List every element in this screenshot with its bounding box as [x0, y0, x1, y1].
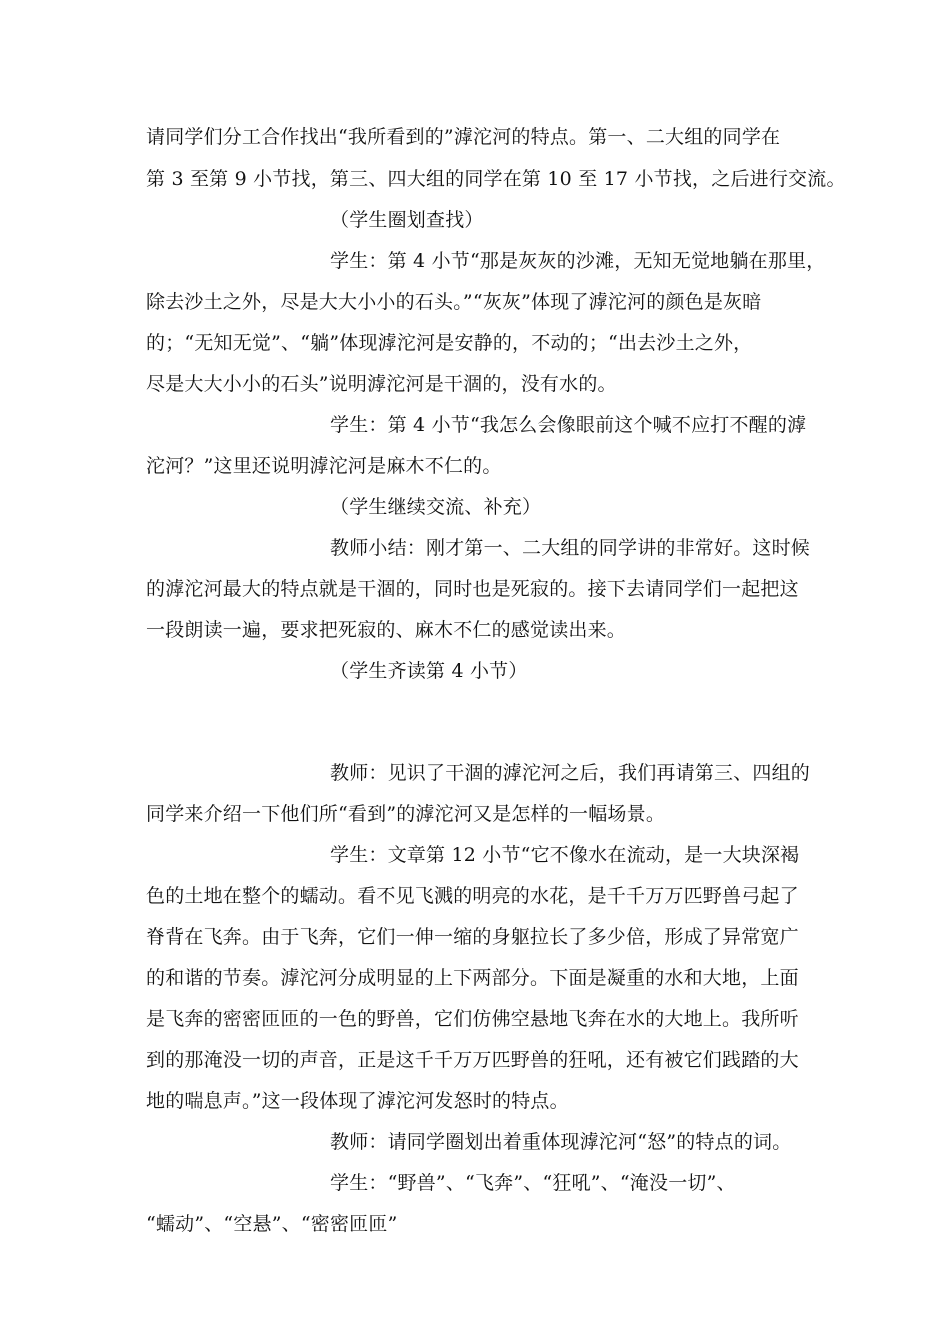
text-line: 的滹沱河最大的特点就是干涸的，同时也是死寂的。接下去请同学们一起把这: [146, 578, 799, 600]
text-line: 教师：请同学圈划出着重体现滹沱河“怒”的特点的词。: [330, 1131, 792, 1153]
text-line: 沱河？”这里还说明滹沱河是麻木不仁的。: [146, 455, 502, 477]
text-line: 第 3 至第 9 小节找，第三、四大组的同学在第 10 至 17 小节找，之后进行交流。: [146, 168, 846, 190]
text-line: 到的那淹没一切的声音，正是这千千万万匹野兽的狂吼，还有被它们践踏的大: [146, 1049, 799, 1071]
text-line: 学生：第 4 小节“我怎么会像眼前这个喊不应打不醒的滹: [330, 414, 807, 436]
text-line: 请同学们分工合作找出“我所看到的”滹沱河的特点。第一、二大组的同学在: [146, 126, 781, 148]
text-line: 学生：文章第 12 小节“它不像水在流动，是一大块深褐: [330, 844, 800, 866]
text-line: 色的土地在整个的蠕动。看不见飞溅的明亮的水花，是千千万万匹野兽弓起了: [146, 885, 799, 907]
text-line: 除去沙土之外，尽是大大小小的石头。”“灰灰”体现了滹沱河的颜色是灰暗: [146, 291, 762, 313]
text-line: 同学来介绍一下他们所“看到”的滹沱河又是怎样的一幅场景。: [146, 803, 666, 825]
stage-note: （学生齐读第 4 小节）: [330, 660, 528, 682]
stage-note: （学生继续交流、补充）: [330, 496, 542, 518]
text-line: 学生：第 4 小节“那是灰灰的沙滩，无知无觉地躺在那里，: [330, 250, 826, 272]
stage-note: （学生圈划查找）: [330, 209, 484, 231]
text-line: “蠕动”、“空悬”、“密密匝匝”: [146, 1213, 398, 1235]
text-line: 尽是大大小小的石头”说明滹沱河是干涸的，没有水的。: [146, 373, 617, 395]
text-line: 是飞奔的密密匝匝的一色的野兽，它们仿佛空悬地飞奔在水的大地上。我所听: [146, 1008, 799, 1030]
text-line: 教师：见识了干涸的滹沱河之后，我们再请第三、四组的: [330, 762, 811, 784]
text-line: 教师小结：刚才第一、二大组的同学讲的非常好。这时候: [330, 537, 811, 559]
text-line: 的；“无知无觉”、“躺”体现滹沱河是安静的，不动的；“出去沙土之外，: [146, 332, 753, 354]
text-line: 一段朗读一遍，要求把死寂的、麻木不仁的感觉读出来。: [146, 619, 627, 641]
text-line: 学生：“野兽”、“飞奔”、“狂吼”、“淹没一切”、: [330, 1172, 736, 1194]
text-line: 脊背在飞奔。由于飞奔，它们一伸一缩的身躯拉长了多少倍，形成了异常宽广: [146, 926, 799, 948]
text-line: 地的喘息声。”这一段体现了滹沱河发怒时的特点。: [146, 1090, 569, 1112]
text-line: 的和谐的节奏。滹沱河分成明显的上下两部分。下面是凝重的水和大地，上面: [146, 967, 799, 989]
